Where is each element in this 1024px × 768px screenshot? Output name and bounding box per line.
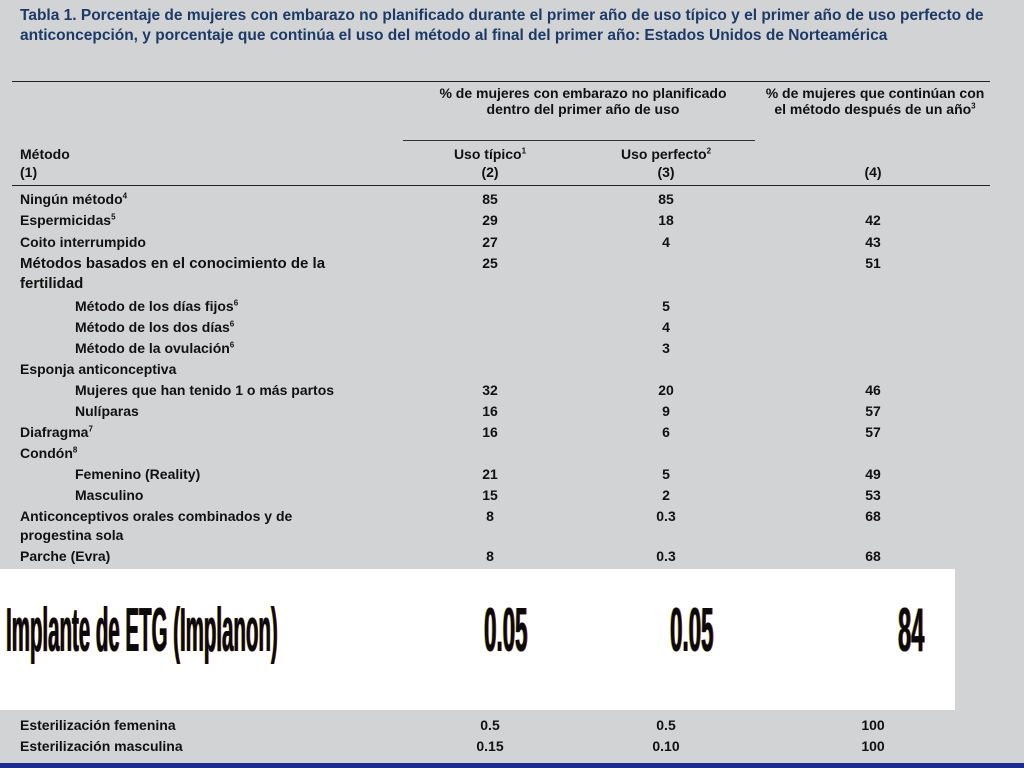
table-row-label: Coito interrumpido [20, 234, 146, 250]
table-cell-perfect: 5 [662, 298, 670, 314]
table-cell-continue: 49 [865, 466, 881, 482]
table-row-label: Esponja anticonceptiva [20, 361, 177, 377]
header-typical-sup: 1 [521, 146, 527, 156]
table-row-label: Masculino [75, 487, 144, 503]
table-cell-typical: 16 [482, 424, 498, 440]
table-cell-typical: 0.15 [476, 738, 504, 754]
table-row-label-line2: progestina sola [20, 527, 124, 543]
table-cell-perfect: 5 [662, 466, 670, 482]
table-row-label: Espermicidas$^5$ [20, 212, 116, 228]
table-row-label: Método de la ovulación$^6$ [75, 340, 235, 356]
table-cell-typical: 16 [482, 403, 498, 419]
table-row-label: Ningún método$^4$ [20, 191, 128, 207]
overlay-typical: 0.05 [484, 596, 528, 665]
table-cell-continue: 43 [865, 234, 881, 250]
table-cell-typical: 27 [482, 234, 498, 250]
table-row-label: Anticonceptivos orales combinados y de [20, 508, 293, 524]
table-row-label: Femenino (Reality) [75, 466, 201, 482]
table-cell-typical: 8 [486, 548, 494, 564]
table-cell-typical: 29 [482, 212, 498, 228]
table-cell-typical: 21 [482, 466, 498, 482]
table-cell-typical: 8 [486, 508, 494, 524]
header-perfect-sup: 2 [706, 146, 712, 156]
table-cell-perfect: 0.3 [656, 548, 676, 564]
table-cell-perfect: 9 [662, 403, 670, 419]
table-row-label: Nulíparas [75, 403, 139, 419]
table-cell-continue: 57 [865, 424, 881, 440]
table-row-label: Condón$^8$ [20, 445, 78, 461]
bottom-bar [0, 763, 1024, 768]
table-row-label: Parche (Evra) [20, 548, 111, 564]
table-cell-continue: 53 [865, 487, 881, 503]
overlay-label: Implante de ETG (Implanon) [6, 596, 278, 665]
table-cell-perfect: 18 [658, 212, 674, 228]
table-cell-perfect: 4 [662, 234, 670, 250]
table-cell-perfect: 2 [662, 487, 670, 503]
table-cell-perfect: 0.3 [656, 508, 676, 524]
header-perfect-num: (3) [657, 164, 675, 180]
table-row-label: Métodos basados en el conocimiento de la [20, 255, 326, 272]
table-cell-continue: 51 [865, 255, 881, 271]
table-cell-typical: 25 [482, 255, 498, 271]
table-cell-continue: 68 [865, 548, 881, 564]
table-row-label: Esterilización femenina [20, 717, 176, 733]
header-method: Método [20, 146, 70, 162]
table-cell-perfect: 20 [658, 382, 674, 398]
table-cell-perfect: 6 [662, 424, 670, 440]
table-row-label: Método de los días fijos$^6$ [75, 298, 239, 314]
table-cell-perfect: 0.5 [656, 717, 676, 733]
table-title: Tabla 1. Porcentaje de mujeres con embarazo no planificado durante el primer año de uso típico y el primer año de uso perfecto de anticoncepción, y porcentaje que continúa el uso del método al final del primer año: Estados Unidos de Norteamérica [20, 7, 984, 44]
table-cell-perfect: 85 [658, 191, 674, 207]
table-cell-typical: 0.5 [480, 717, 500, 733]
header-continue-num: (4) [864, 164, 882, 180]
header-group-continue [760, 85, 990, 117]
table-row-label: Método de los dos días$^6$ [75, 319, 235, 335]
table-cell-perfect: 3 [662, 340, 670, 356]
table-row-label: Mujeres que han tenido 1 o más partos [75, 382, 335, 398]
header-perfect-text: Uso perfecto [620, 146, 707, 162]
table-cell-continue: 68 [865, 508, 881, 524]
header-group-continue-text: % de mujeres que continúan con el método después de un año [765, 85, 985, 117]
table-cell-typical: 32 [482, 382, 498, 398]
header-group-pregnancy: % de mujeres con embarazo no planificado dentro del primer año de uso [439, 85, 727, 117]
table-cell-continue: 42 [865, 212, 881, 228]
header-typical-text: Uso típico [453, 146, 522, 162]
overlay-continue: 84 [898, 596, 925, 665]
table-cell-perfect: 0.10 [652, 738, 680, 754]
header-perfect [596, 144, 736, 164]
table-row-label: Esterilización masculina [20, 738, 183, 754]
header-group-continue-sup: 3 [971, 101, 976, 111]
header-typical-num: (2) [481, 164, 499, 180]
table-cell-typical: 15 [482, 487, 498, 503]
subheader-rule [403, 140, 755, 141]
table-row-label: Diafragma$^7$ [20, 424, 93, 440]
table-cell-perfect: 4 [662, 319, 670, 335]
table-cell-continue: 100 [861, 738, 885, 754]
table-row-label-line2: fertilidad [20, 275, 84, 292]
header-bottom-rule [12, 185, 990, 186]
header-typical [430, 144, 550, 164]
table-cell-continue: 57 [865, 403, 881, 419]
table-cell-continue: 46 [865, 382, 881, 398]
table-cell-typical: 85 [482, 191, 498, 207]
top-rule [12, 81, 990, 82]
overlay-perfect: 0.05 [670, 596, 714, 665]
table-cell-continue: 100 [861, 717, 885, 733]
header-method-num: (1) [20, 164, 38, 180]
